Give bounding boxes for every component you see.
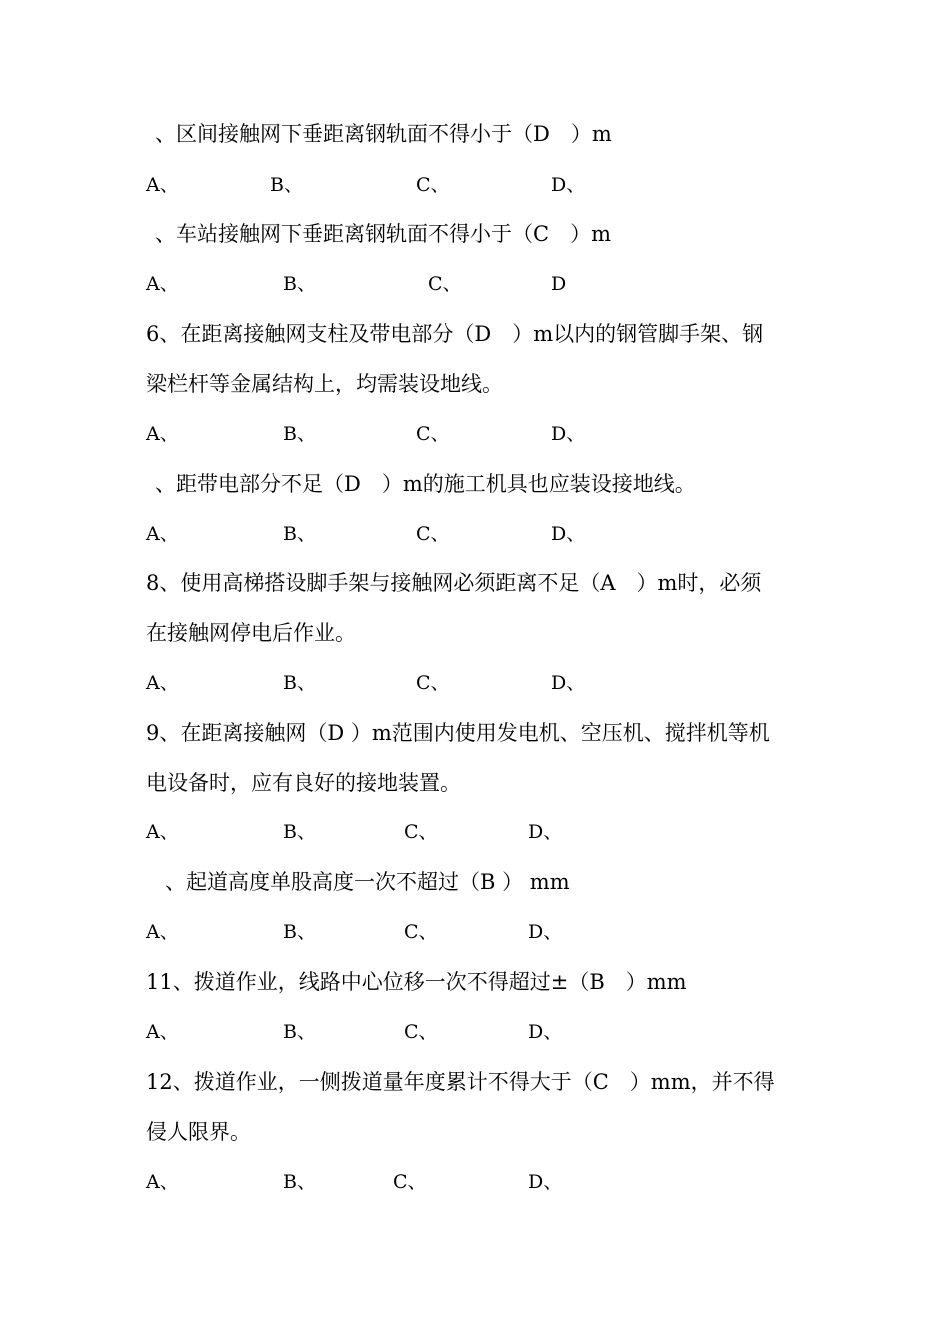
option-a: A、 — [146, 423, 179, 445]
question-stem: 、区间接触网下垂距离钢轨面不得小于（D ）m — [155, 122, 612, 146]
option-c: C、 — [404, 821, 438, 843]
question-stem: 9、在距离接触网（D ）m范围内使用发电机、空压机、搅拌机等机 — [146, 721, 770, 745]
option-c: C、 — [416, 523, 450, 545]
option-d: D、 — [528, 1021, 563, 1043]
question-stem: 、距带电部分不足（D ）m的施工机具也应装设接地线。 — [155, 472, 696, 496]
option-a: A、 — [146, 672, 179, 694]
question-stem-continuation: 侵人限界。 — [146, 1120, 251, 1144]
option-d: D、 — [528, 1171, 563, 1193]
question-stem: 8、使用高梯搭设脚手架与接触网必须距离不足（A ）m时，必须 — [146, 571, 762, 595]
option-c: C、 — [416, 672, 450, 694]
option-d: D、 — [528, 821, 563, 843]
option-b: B、 — [283, 921, 316, 943]
option-c: C、 — [404, 1021, 438, 1043]
option-b: B、 — [283, 273, 316, 295]
option-a: A、 — [146, 1021, 179, 1043]
option-c: C、 — [428, 273, 462, 295]
option-d: D、 — [551, 672, 586, 694]
option-b: B、 — [283, 523, 316, 545]
option-c: C、 — [393, 1171, 427, 1193]
question-stem: 11、拨道作业，线路中心位移一次不得超过±（B ）mm — [146, 970, 687, 994]
option-b: B、 — [283, 1021, 316, 1043]
option-d: D、 — [551, 174, 586, 196]
option-a: A、 — [146, 821, 179, 843]
option-b: B、 — [283, 423, 316, 445]
question-stem-continuation: 梁栏杆等金属结构上，均需装设地线。 — [146, 372, 503, 396]
question-stem: 、起道高度单股高度一次不超过（B ） mm — [165, 870, 570, 894]
option-a: A、 — [146, 523, 179, 545]
question-stem: 、车站接触网下垂距离钢轨面不得小于（C ）m — [155, 222, 611, 246]
option-a: A、 — [146, 1171, 179, 1193]
question-stem: 12、拨道作业，一侧拨道量年度累计不得大于（C ）mm，并不得 — [146, 1070, 775, 1094]
option-a: A、 — [146, 273, 179, 295]
question-stem: 6、在距离接触网支柱及带电部分（D ）m以内的钢管脚手架、钢 — [146, 322, 764, 346]
option-d: D — [551, 273, 567, 295]
option-b: B、 — [270, 174, 303, 196]
option-c: C、 — [404, 921, 438, 943]
option-a: A、 — [146, 921, 179, 943]
question-stem-continuation: 在接触网停电后作业。 — [146, 621, 356, 645]
option-c: C、 — [416, 423, 450, 445]
option-b: B、 — [283, 672, 316, 694]
option-d: D、 — [551, 523, 586, 545]
option-b: B、 — [283, 821, 316, 843]
option-d: D、 — [551, 423, 586, 445]
option-a: A、 — [146, 174, 179, 196]
option-d: D、 — [528, 921, 563, 943]
option-c: C、 — [416, 174, 450, 196]
option-b: B、 — [283, 1171, 316, 1193]
question-stem-continuation: 电设备时，应有良好的接地装置。 — [146, 771, 461, 795]
